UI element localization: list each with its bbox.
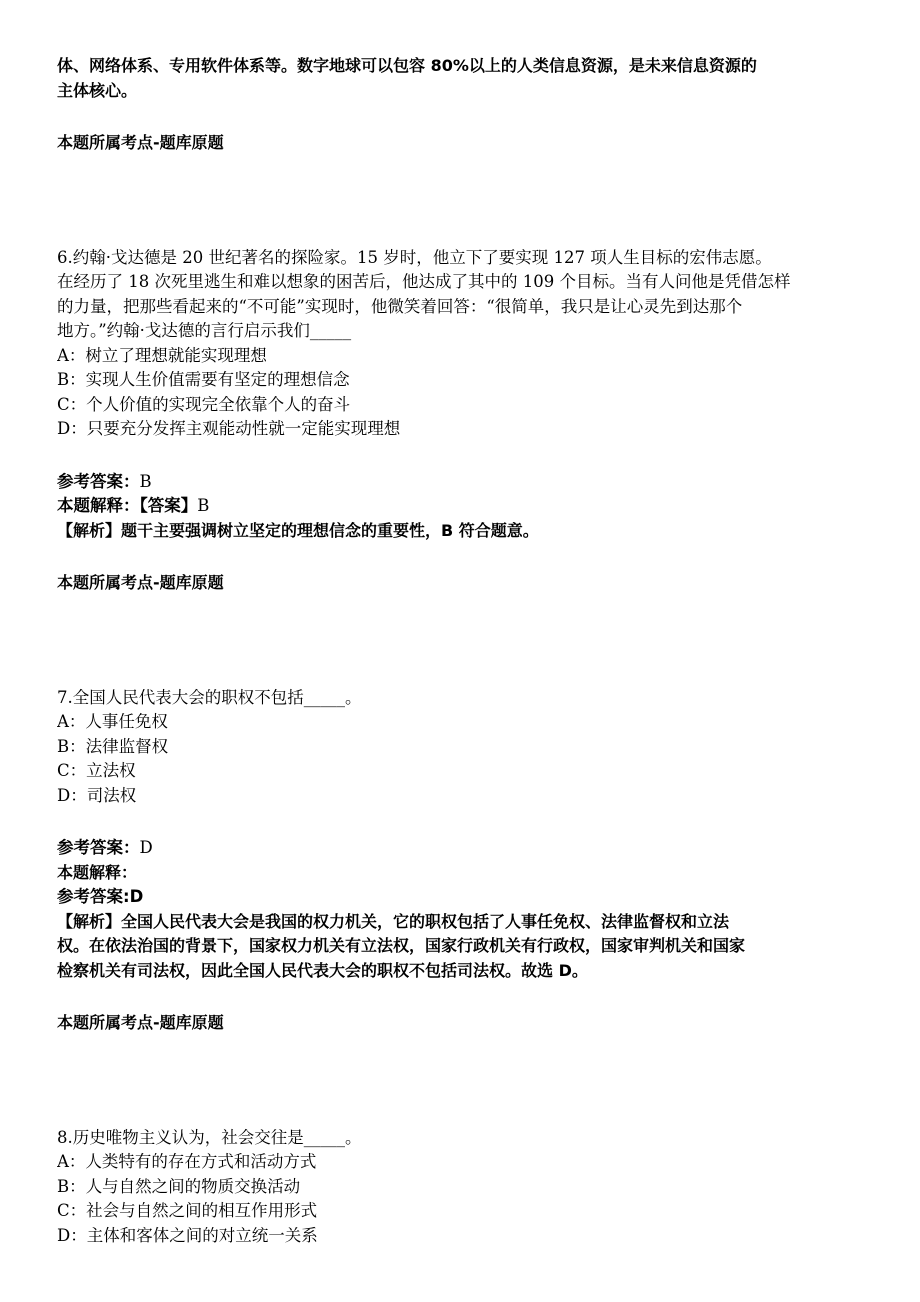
answer-label: 参考答案: [57,887,130,906]
option-d: D：只要充分发挥主观能动性就一定能实现理想 [57,419,401,438]
source-label: 本题所属考点-题库原题 [57,133,224,152]
question-stem-line: 的力量，把那些看起来的“不可能”实现时，他微笑着回答：“很简单，我只是让心灵先到达那个 [57,296,743,316]
option-a: A：人类特有的存在方式和活动方式 [57,1152,317,1171]
option-b: B：法律监督权 [57,736,169,756]
question-8 [57,1126,867,1249]
source-label: 本题所属考点-题库原题 [57,1013,224,1032]
answer-value: B [139,471,152,491]
answer-label: 参考答案： [57,838,140,857]
intro-line: 主体核心。 [57,80,138,100]
answer-value: D [139,838,153,857]
question-stem-line: 7.全国人民代表大会的职权不包括_____。 [57,687,362,707]
source-label: 本题所属考点-题库原题 [57,573,224,592]
question-6 [57,246,867,596]
option-c: C：社会与自然之间的相互作用形式 [57,1201,318,1220]
answer-label: 参考答案： [57,471,140,491]
question-stem-line: 在经历了 18 次死里逃生和难以想象的困苦后，他达成了其中的 109 个目标。当有人问他是凭借怎样 [57,272,791,291]
question-7 [57,686,867,1036]
option-b: B：人与自然之间的物质交换活动 [57,1176,301,1196]
option-a: A：树立了理想就能实现理想 [57,345,267,365]
answer-value: D [129,887,144,906]
option-d: D：主体和客体之间的对立统一关系 [57,1225,318,1245]
reference-answer-2 [57,885,867,910]
intro-paragraph [57,54,867,103]
intro-line: 体、网络体系、专用软件体系等。数字地球可以包容 80%以上的人类信息资源，是未来信息资源的 [57,56,757,75]
reference-answer [57,470,867,495]
explanation-value: B [197,496,210,515]
option-c: C：立法权 [57,761,136,780]
analysis-line: 【解析】全国人民代表大会是我国的权力机关，它的职权包括了人事任免权、法律监督权和立法 [57,911,730,931]
question-stem-line: 8.历史唯物主义认为，社会交往是_____。 [57,1127,362,1147]
option-a: A：人事任免权 [57,712,168,731]
option-b: B：实现人生价值需要有坚定的理想信念 [57,370,350,389]
analysis-text: 【解析】题干主要强调树立坚定的理想信念的重要性，B 符合题意。 [57,520,539,540]
document-page [57,54,867,1248]
explanation-label: 本题解释： [57,496,140,515]
question-stem-line: 6.约翰·戈达德是 20 世纪著名的探险家。15 岁时，他立下了要实现 127 项人生目标的宏伟志愿。 [57,247,772,267]
analysis-line: 权。在依法治国的背景下，国家权力机关有立法权，国家行政机关有行政权，国家审判机关和国家 [57,936,746,955]
explanation [57,494,867,519]
question-stem-line: 地方。”约翰·戈达德的言行启示我们_____ [57,321,352,340]
reference-answer [57,836,867,861]
explanation-label: 本题解释： [57,862,138,882]
explanation-tag: 【答案】 [139,496,198,515]
option-c: C：个人价值的实现完全依靠个人的奋斗 [57,394,351,414]
option-d: D：司法权 [57,785,137,805]
analysis-line: 检察机关有司法权，因此全国人民代表大会的职权不包括司法权。故选 D。 [57,960,588,980]
